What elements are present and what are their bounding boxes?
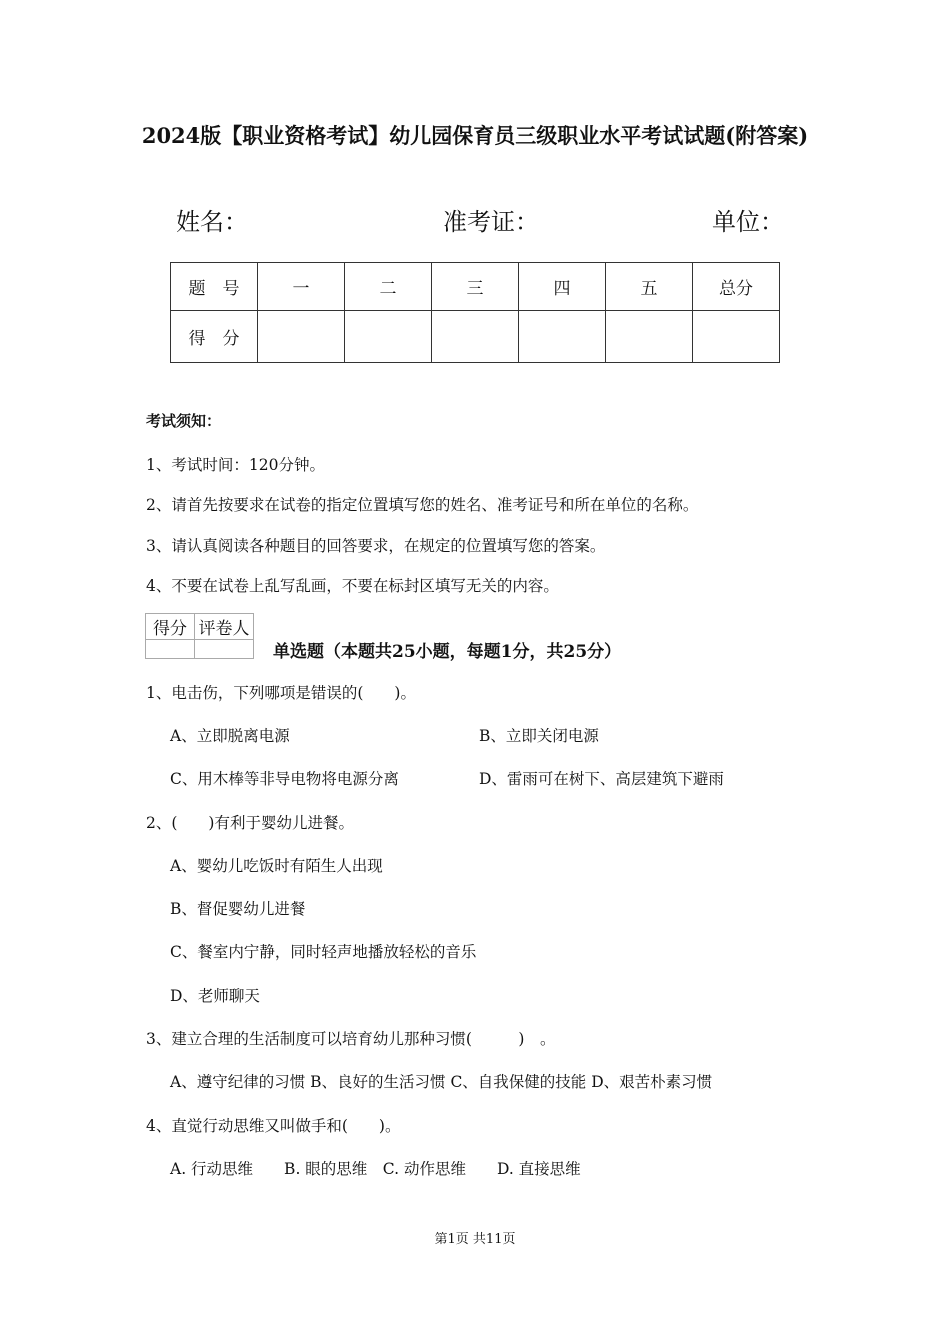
score-table-cell: 一 — [258, 263, 345, 311]
grader-box — [145, 613, 254, 659]
question-option[interactable]: C、餐室内宁静，同时轻声地播放轻松的音乐 — [170, 943, 477, 961]
notice-item: 2、请首先按要求在试卷的指定位置填写您的姓名、准考证号和所在单位的名称。 — [146, 496, 699, 514]
score-input-cell[interactable] — [519, 311, 606, 363]
grader-score-cell[interactable] — [146, 640, 195, 659]
question-stem: 2、( )有利于婴幼儿进餐。 — [146, 814, 354, 832]
notice-item: 1、考试时间：120分钟。 — [146, 456, 325, 474]
score-input-cell[interactable] — [693, 311, 780, 363]
section-title: 单选题（本题共25小题，每题1分，共25分） — [273, 642, 622, 662]
score-table-header-row — [171, 263, 780, 311]
score-table-score-row — [171, 311, 780, 363]
grader-score-label: 得分 — [146, 614, 195, 640]
score-input-cell[interactable] — [432, 311, 519, 363]
unit-field-label: 单位： — [712, 208, 784, 236]
notice-title: 考试须知： — [146, 412, 222, 430]
question-option[interactable]: B、督促婴幼儿进餐 — [170, 900, 306, 918]
question-options[interactable]: A、遵守纪律的习惯 B、良好的生活习惯 C、自我保健的技能 D、艰苦朴素习惯 — [170, 1073, 713, 1091]
score-table-cell: 四 — [519, 263, 606, 311]
score-table-cell: 总分 — [693, 263, 780, 311]
question-option[interactable]: C、用木棒等非导电物将电源分离 — [170, 770, 399, 788]
notice-item: 4、不要在试卷上乱写乱画，不要在标封区填写无关的内容。 — [146, 577, 559, 595]
score-input-cell[interactable] — [258, 311, 345, 363]
score-input-cell[interactable] — [345, 311, 432, 363]
score-table-cell: 五 — [606, 263, 693, 311]
name-field-label: 姓名： — [176, 208, 248, 236]
grader-reviewer-label: 评卷人 — [195, 614, 254, 640]
score-table-cell: 二 — [345, 263, 432, 311]
question-option[interactable]: B、立即关闭电源 — [479, 727, 599, 745]
score-table-cell: 题 号 — [171, 263, 258, 311]
question-options[interactable]: A. 行动思维 B. 眼的思维 C. 动作思维 D. 直接思维 — [170, 1160, 581, 1178]
question-option[interactable]: A、婴幼儿吃饭时有陌生人出现 — [170, 857, 383, 875]
score-table — [170, 262, 780, 363]
notice-item: 3、请认真阅读各种题目的回答要求，在规定的位置填写您的答案。 — [146, 537, 606, 555]
question-option[interactable]: D、老师聊天 — [170, 987, 260, 1005]
ticket-field-label: 准考证： — [443, 208, 539, 236]
question-option[interactable]: A、立即脱离电源 — [170, 727, 290, 745]
page-title: 2024版【职业资格考试】幼儿园保育员三级职业水平考试试题(附答案) — [141, 123, 809, 148]
question-option[interactable]: D、雷雨可在树下、高层建筑下避雨 — [479, 770, 724, 788]
question-stem: 4、直觉行动思维又叫做手和( )。 — [146, 1117, 401, 1135]
grader-reviewer-cell[interactable] — [195, 640, 254, 659]
question-stem: 3、建立合理的生活制度可以培育幼儿那种习惯( ) 。 — [146, 1030, 556, 1048]
score-table-cell: 三 — [432, 263, 519, 311]
score-input-cell[interactable] — [606, 311, 693, 363]
score-table-cell: 得 分 — [171, 311, 258, 363]
question-stem: 1、电击伤，下列哪项是错误的( )。 — [146, 684, 416, 702]
page-footer: 第1页 共11页 — [434, 1232, 516, 1247]
